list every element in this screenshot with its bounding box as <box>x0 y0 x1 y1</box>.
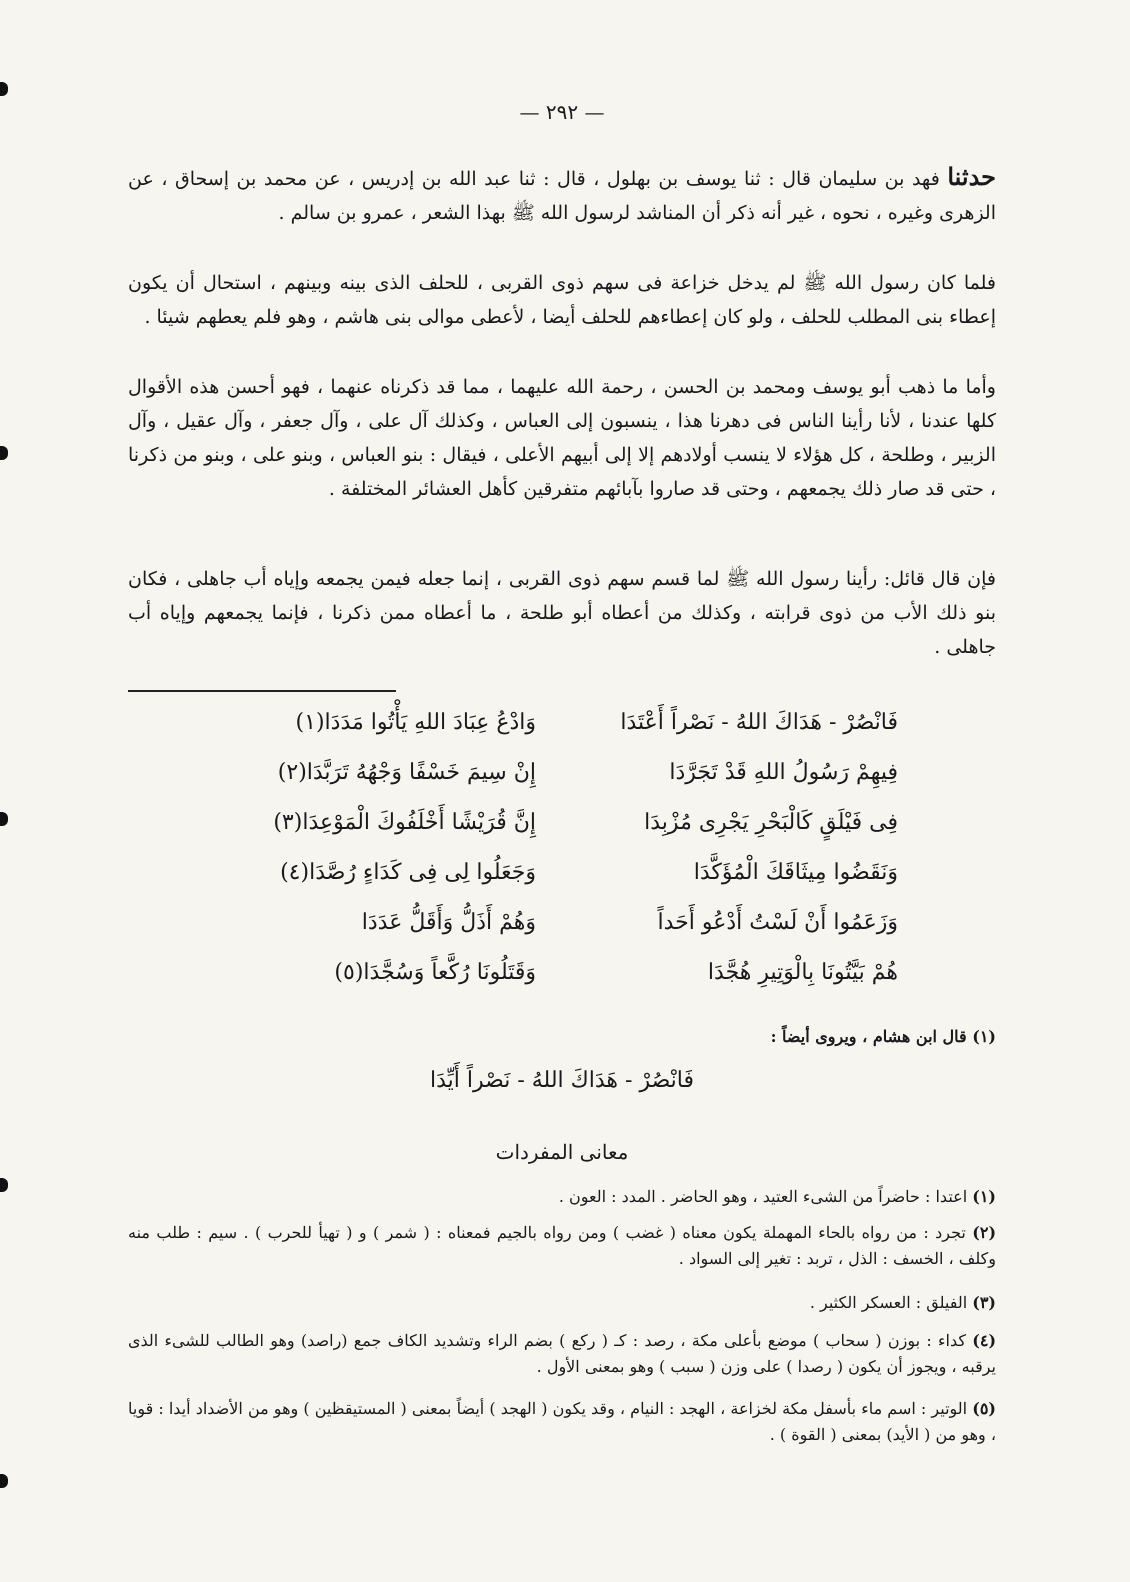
paragraph-1 <box>128 160 996 230</box>
verse-line <box>128 960 996 1010</box>
page-number: — ٢٩٢ — <box>519 100 605 124</box>
first-note <box>128 1024 996 1050</box>
footnote-5 <box>128 1396 996 1448</box>
paragraph-text: فهد بن سليمان قال : ثنا يوسف بن بهلول ، قال : ثنا عبد الله بن إدريس ، عن محمد بن إسحاق ، عن الزهرى وغيره ، نحوه ، غير أنه ذكر أن المناشد لرسول الله ﷺ بهذا الشعر ، عمرو بن سالم . <box>128 168 996 224</box>
footnote-number: (١) <box>972 1187 996 1206</box>
book-page <box>128 0 996 1582</box>
paragraph-text: فلما كان رسول الله ﷺ لم يدخل خزاعة فى سهم ذوى القربى ، للحلف الذى بينه وبينهم ، استحال أن يكون إعطاء بنى المطلب للحلف ، ولو كان إعطاءهم للحلف أيضا ، لأعطى موالى بنى هاشم ، وهو فلم يعطهم شيئا . <box>128 272 996 328</box>
footnote-number: (٤) <box>972 1331 997 1350</box>
edge-mark <box>0 812 8 826</box>
footnote-text: اعتدا : حاضراً من الشىء العتيد ، وهو الحاضر . المدد : العون . <box>558 1187 968 1206</box>
paragraph-3 <box>128 370 996 506</box>
verse-first-hemistich: هُمْ بَيَّتُونَا بِالْوَتِيرِ هُجَّدَا <box>707 960 898 985</box>
separator-line <box>128 690 396 692</box>
verse-second-hemistich: إِنَّ قُرَيْشًا أَخْلَفُوكَ الْمَوْعِدَا(٣) <box>273 810 536 835</box>
footnote-text: الوتير : اسم ماء بأسفل مكة لخزاعة ، الهجد : النيام ، وقد يكون ( الهجد ) أيضاً بمعنى ( المستيقظين ) وهو من الأضداد أيدا : قويا ، وهو من ( الأيد) بمعنى ( القوة ) . <box>128 1399 996 1444</box>
edge-mark <box>0 1474 8 1488</box>
footnote-text: تجرد : من رواه بالحاء المهملة يكون معناه ( غضب ) ومن رواه بالجيم فمعناه : ( شمر ) و ( تهيأ للحرب ) . سيم : طلب منه وكلف ، الخسف : الذل ، تربد : تغير إلى السواد . <box>128 1223 996 1268</box>
verse-first-hemistich: فِى فَيْلَقٍ كَالْبَحْرِ يَجْرِى مُزْبِدَا <box>644 810 898 835</box>
verse-line <box>128 860 996 910</box>
verse-second-hemistich: وَهُمْ أَذَلُّ وَأَقَلُّ عَدَدَا <box>361 910 536 935</box>
verse-line <box>128 910 996 960</box>
footnote-number: (٥) <box>972 1399 996 1418</box>
verse-first-hemistich: فَانْصُرْ - هَدَاكَ اللهُ - نَصْراً أَعْتَدَا <box>620 710 898 735</box>
footnote-3 <box>128 1290 996 1316</box>
verse-second-hemistich: إِنْ سِيمَ خَسْفًا وَجْهُهُ تَرَبَّدَا(٢) <box>277 760 536 785</box>
verse-line <box>128 710 996 760</box>
footnote-number: (٣) <box>972 1293 996 1312</box>
paragraph-text: فإن قال قائل: رأينا رسول الله ﷺ لما قسم سهم ذوى القربى ، إنما جعله فيمن يجمعه وإياه أب جاهلى ، فكان بنو ذلك الأب من ذوى قرابته ، وكذلك من أعطاه أبو طلحة ، ما أعطاه ممن ذكرنا ، فإنما يجمعهم وإياه أب جاهلى . <box>128 568 996 658</box>
alternate-verse: فَانْصُرْ - هَدَاكَ اللهُ - نَصْراً أَيِّدَا <box>429 1068 695 1093</box>
edge-mark <box>0 1178 8 1192</box>
paragraph-lead-word: حدثنا <box>947 162 996 191</box>
verse-second-hemistich: وَادْعُ عِبَادَ اللهِ يَأْتُوا مَدَدَا(١) <box>295 710 536 735</box>
verse-first-hemistich: فِيهِمْ رَسُولُ اللهِ قَدْ تَجَرَّدَا <box>669 760 898 785</box>
footnote-2 <box>128 1220 996 1272</box>
paragraph-2 <box>128 266 996 334</box>
verse-line <box>128 760 996 810</box>
edge-mark <box>0 446 8 460</box>
verse-line <box>128 810 996 860</box>
edge-mark <box>0 82 8 96</box>
verse-second-hemistich: وَقَتَلُونَا رُكَّعاً وَسُجَّدَا(٥) <box>334 960 536 985</box>
verse-first-hemistich: وَزَعَمُوا أَنْ لَسْتُ أَدْعُو أَحَداً <box>657 910 898 935</box>
paragraph-4 <box>128 562 996 664</box>
footnote-text: الفيلق : العسكر الكثير . <box>809 1293 968 1312</box>
footnote-text: كداء : بوزن ( سحاب ) موضع بأعلى مكة ، رصد : كـ ( ركع ) بضم الراء وتشديد الكاف جمع (راصد) وهو الطالب للشىء الذى يرقبه ، ويجوز أن يكون ( رصدا ) على وزن ( سبب ) وهو بمعنى الأول . <box>128 1331 996 1376</box>
footnote-1 <box>128 1184 996 1210</box>
footnote-number: (٢) <box>972 1223 997 1242</box>
section-heading: معانى المفردات <box>495 1140 629 1164</box>
verse-first-hemistich: وَنَقَضُوا مِيثَاقَكَ الْمُؤَكَّدَا <box>693 860 898 885</box>
note-text: (١) قال ابن هشام ، ويروى أيضاً : <box>770 1027 996 1046</box>
poem <box>128 710 996 1010</box>
footnote-4 <box>128 1328 996 1380</box>
paragraph-text: وأما ما ذهب أبو يوسف ومحمد بن الحسن ، رحمة الله عليهما ، مما قد ذكرناه عنهما ، فهو أحسن هذه الأقوال كلها عندنا ، لأنا رأينا الناس فى دهرنا هذا ، ينسبون إلى العباس ، وكذلك آل على ، وآل جعفر ، وآل عقيل ، وآل الزبير ، وطلحة ، كل هؤلاء لا ينسب أولادهم إلا إلى أبيهم الأعلى ، فيقال : بنو العباس ، وبنو على ، وبنو من ذكرنا ، حتى قد صار ذلك يجمعهم ، وحتى قد صاروا بآبائهم متفرقين كأهل العشائر المختلفة . <box>128 376 996 500</box>
verse-second-hemistich: وَجَعَلُوا لِى فِى كَدَاءٍ رُصَّدَا(٤) <box>280 860 536 885</box>
